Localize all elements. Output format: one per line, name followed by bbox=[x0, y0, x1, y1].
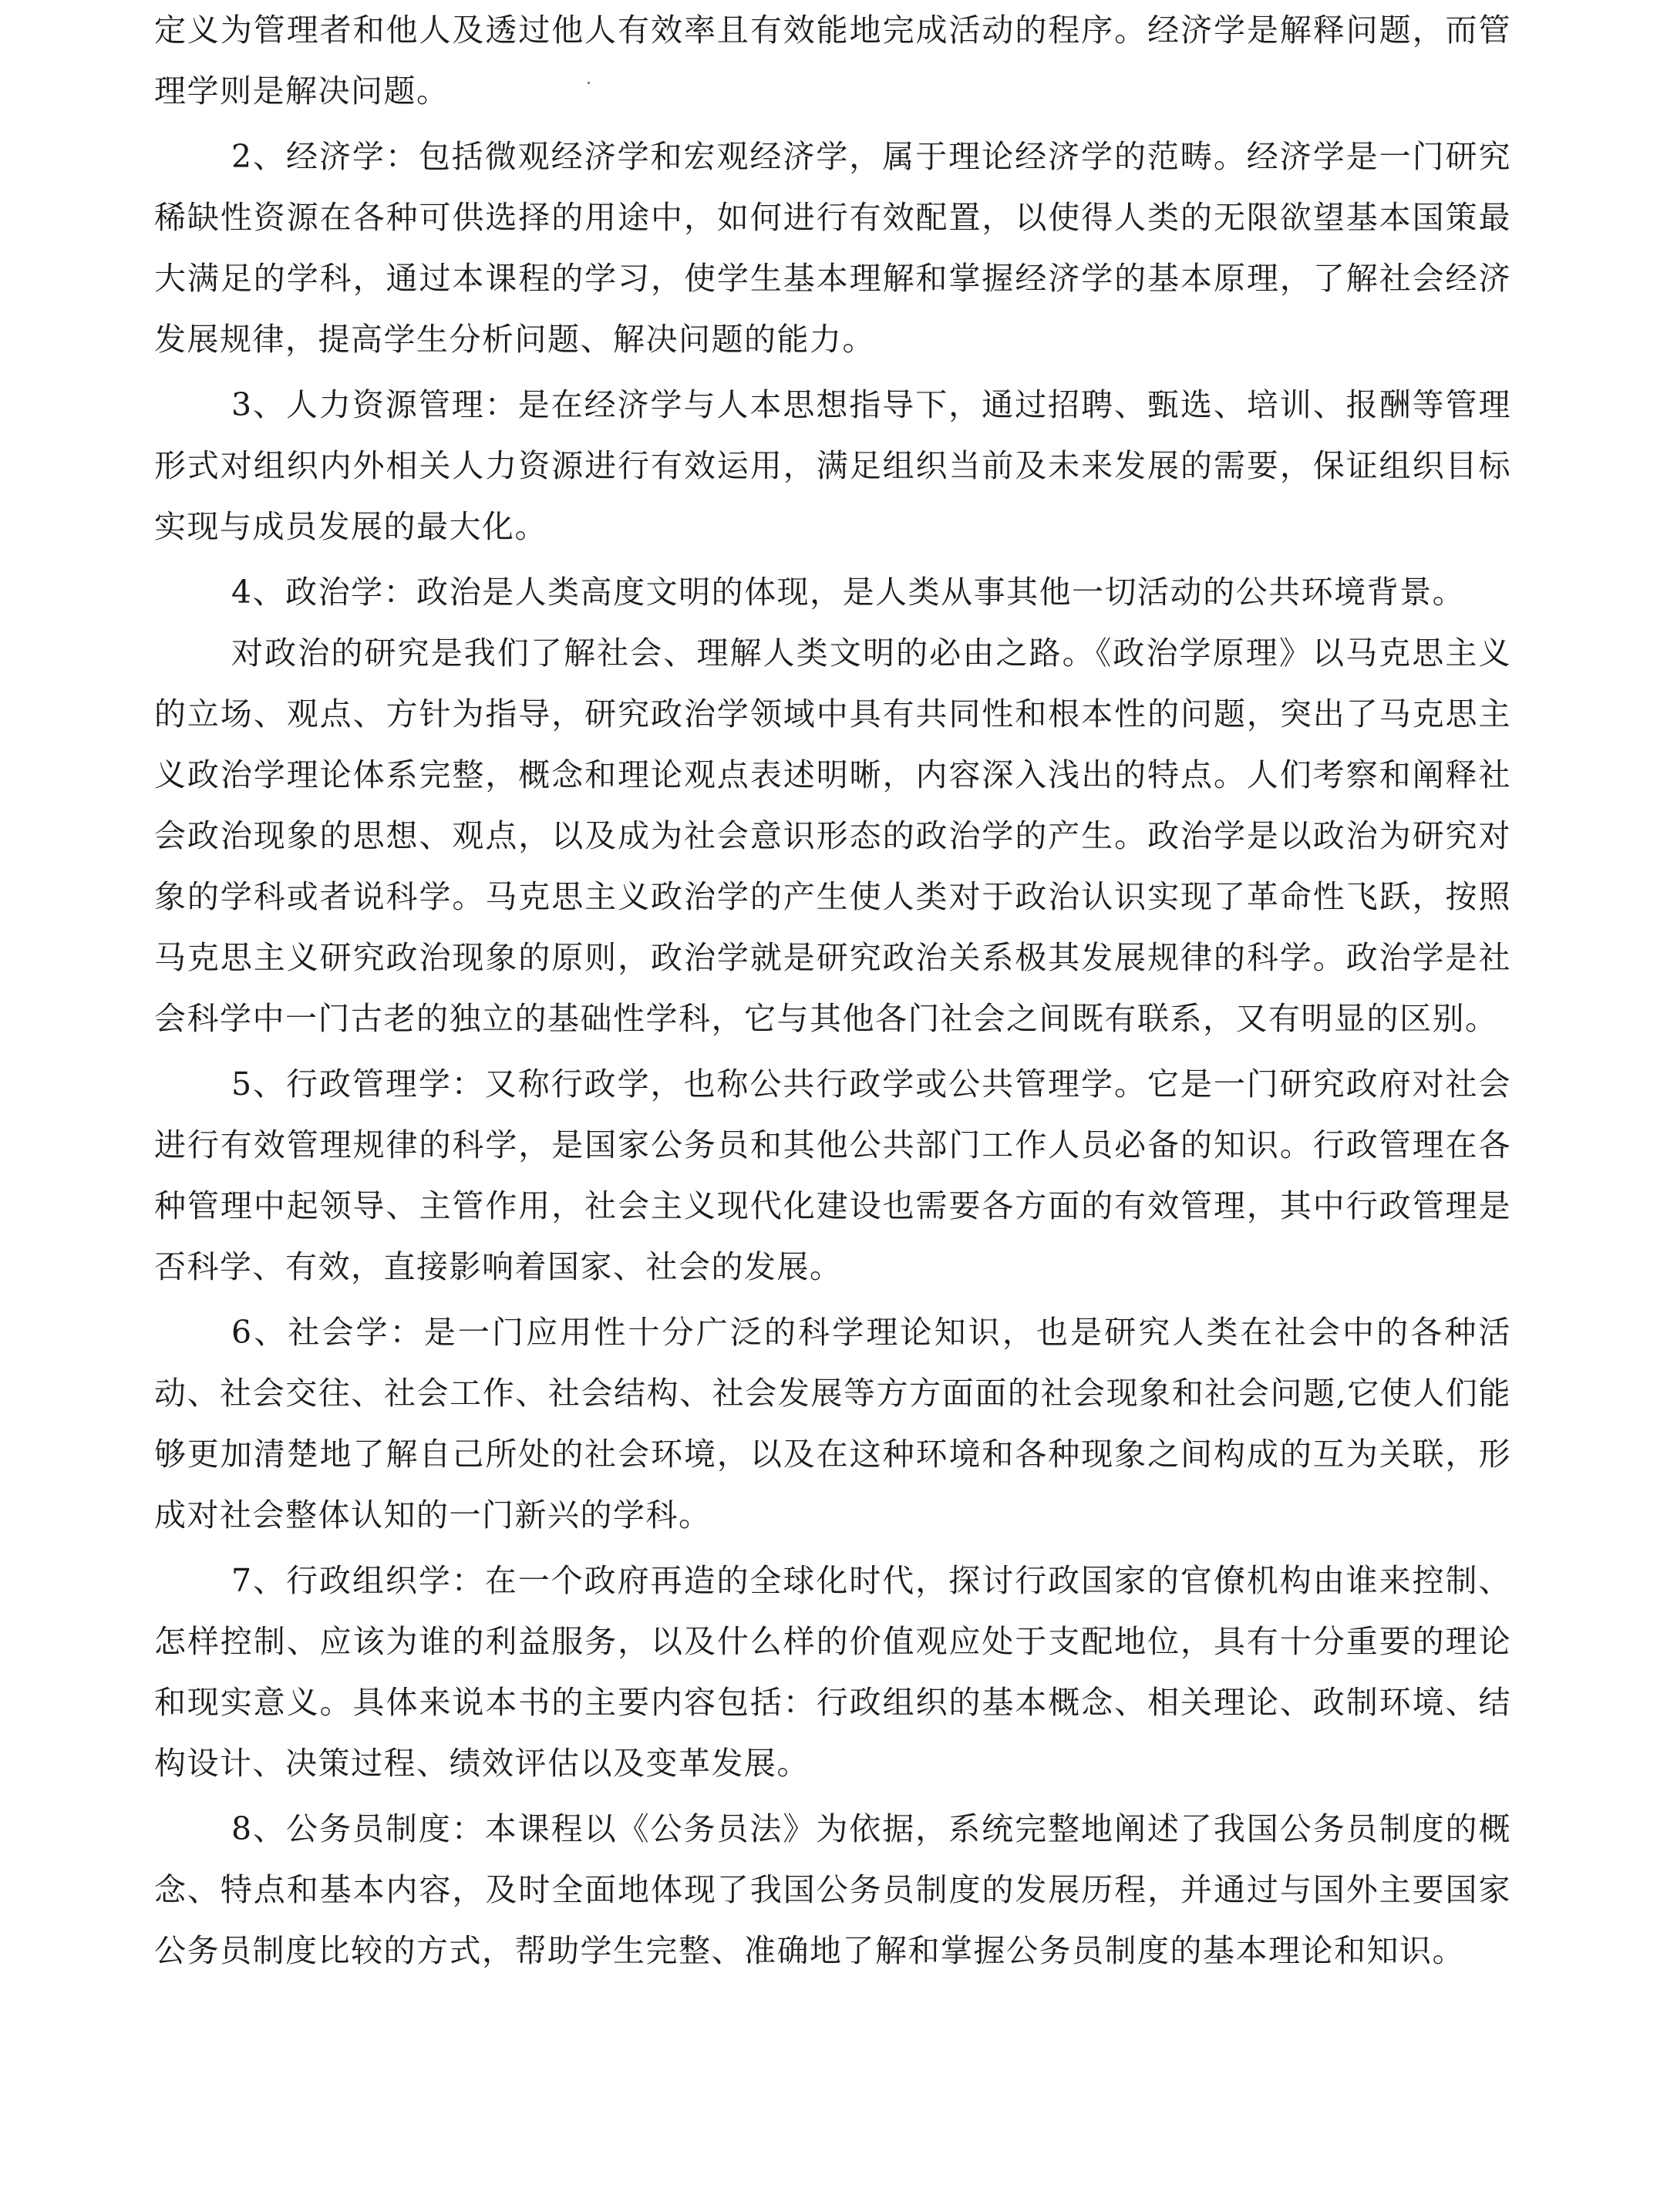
paragraph-sociology: 6、社会学：是一门应用性十分广泛的科学理论知识，也是研究人类在社会中的各种活动、社会交往、社会工作、社会结构、社会发展等方方面面的社会现象和社会问题,它使人们能够更加清楚地了解自己所处的社会环境，以及在这种环境和各种现象之间构成的互为关联，形成对社会整体认知的一门新兴的学科。 bbox=[154, 1314, 1511, 1534]
paragraph-civil-service-system: 8、公务员制度：本课程以《公务员法》为依据，系统完整地阐述了我国公务员制度的概念、特点和基本内容，及时全面地体现了我国公务员制度的发展历程，并通过与国外主要国家公务员制度比较的方式，帮助学生完整、准确地了解和掌握公务员制度的基本理论和知识。 bbox=[154, 1810, 1511, 1969]
paragraph-public-administration: 5、行政管理学：又称行政学，也称公共行政学或公共管理学。它是一门研究政府对社会进行有效管理规律的科学，是国家公务员和其他公共部门工作人员必备的知识。行政管理在各种管理中起领导、主管作用，社会主义现代化建设也需要各方面的有效管理，其中行政管理是否科学、有效，直接影响着国家、社会的发展。 bbox=[154, 1066, 1511, 1285]
paragraph-intro-tail: 定义为管理者和他人及透过他人有效率且有效能地完成活动的程序。经济学是解释问题，而管理学则是解决问题。 bbox=[154, 12, 1511, 109]
paragraph-human-resource-management: 3、人力资源管理：是在经济学与人本思想指导下，通过招聘、甄选、培训、报酬等管理形式对组织内外相关人力资源进行有效运用，满足组织当前及未来发展的需要，保证组织目标实现与成员发展的最大化。 bbox=[154, 386, 1511, 545]
paragraph-political-science: 4、政治学：政治是人类高度文明的体现，是人类从事其他一切活动的公共环境背景。 bbox=[231, 574, 1466, 611]
paragraph-political-science-continued: 对政治的研究是我们了解社会、理解人类文明的必由之路。《政治学原理》以马克思主义的立场、观点、方针为指导，研究政治学领域中具有共同性和根本性的问题，突出了马克思主义政治学理论体系完整，概念和理论观点表述明晰，内容深入浅出的特点。人们考察和阐释社会政治现象的思想、观点，以及成为社会意识形态的政治学的产生。政治学是以政治为研究对象的学科或者说科学。马克思主义政治学的产生使人类对于政治认识实现了革命性飞跃，按照马克思主义研究政治现象的原则，政治学就是研究政治关系极其发展规律的科学。政治学是社会科学中一门古老的独立的基础性学科，它与其他各门社会之间既有联系，又有明显的区别。 bbox=[154, 635, 1511, 1037]
document-body bbox=[154, 0, 1511, 1981]
paragraph-administrative-organization: 7、行政组织学：在一个政府再造的全球化时代，探讨行政国家的官僚机构由谁来控制、怎样控制、应该为谁的利益服务，以及什么样的价值观应处于支配地位，具有十分重要的理论和现实意义。具体来说本书的主要内容包括：行政组织的基本概念、相关理论、政制环境、结构设计、决策过程、绩效评估以及变革发展。 bbox=[154, 1562, 1511, 1782]
paragraph-economics: 2、经济学：包括微观经济学和宏观经济学，属于理论经济学的范畴。经济学是一门研究稀缺性资源在各种可供选择的用途中，如何进行有效配置，以使得人类的无限欲望基本国策最大满足的学科，通过本课程的学习，使学生基本理解和掌握经济学的基本原理，了解社会经济发展规律，提高学生分析问题、解决问题的能力。 bbox=[154, 138, 1511, 358]
